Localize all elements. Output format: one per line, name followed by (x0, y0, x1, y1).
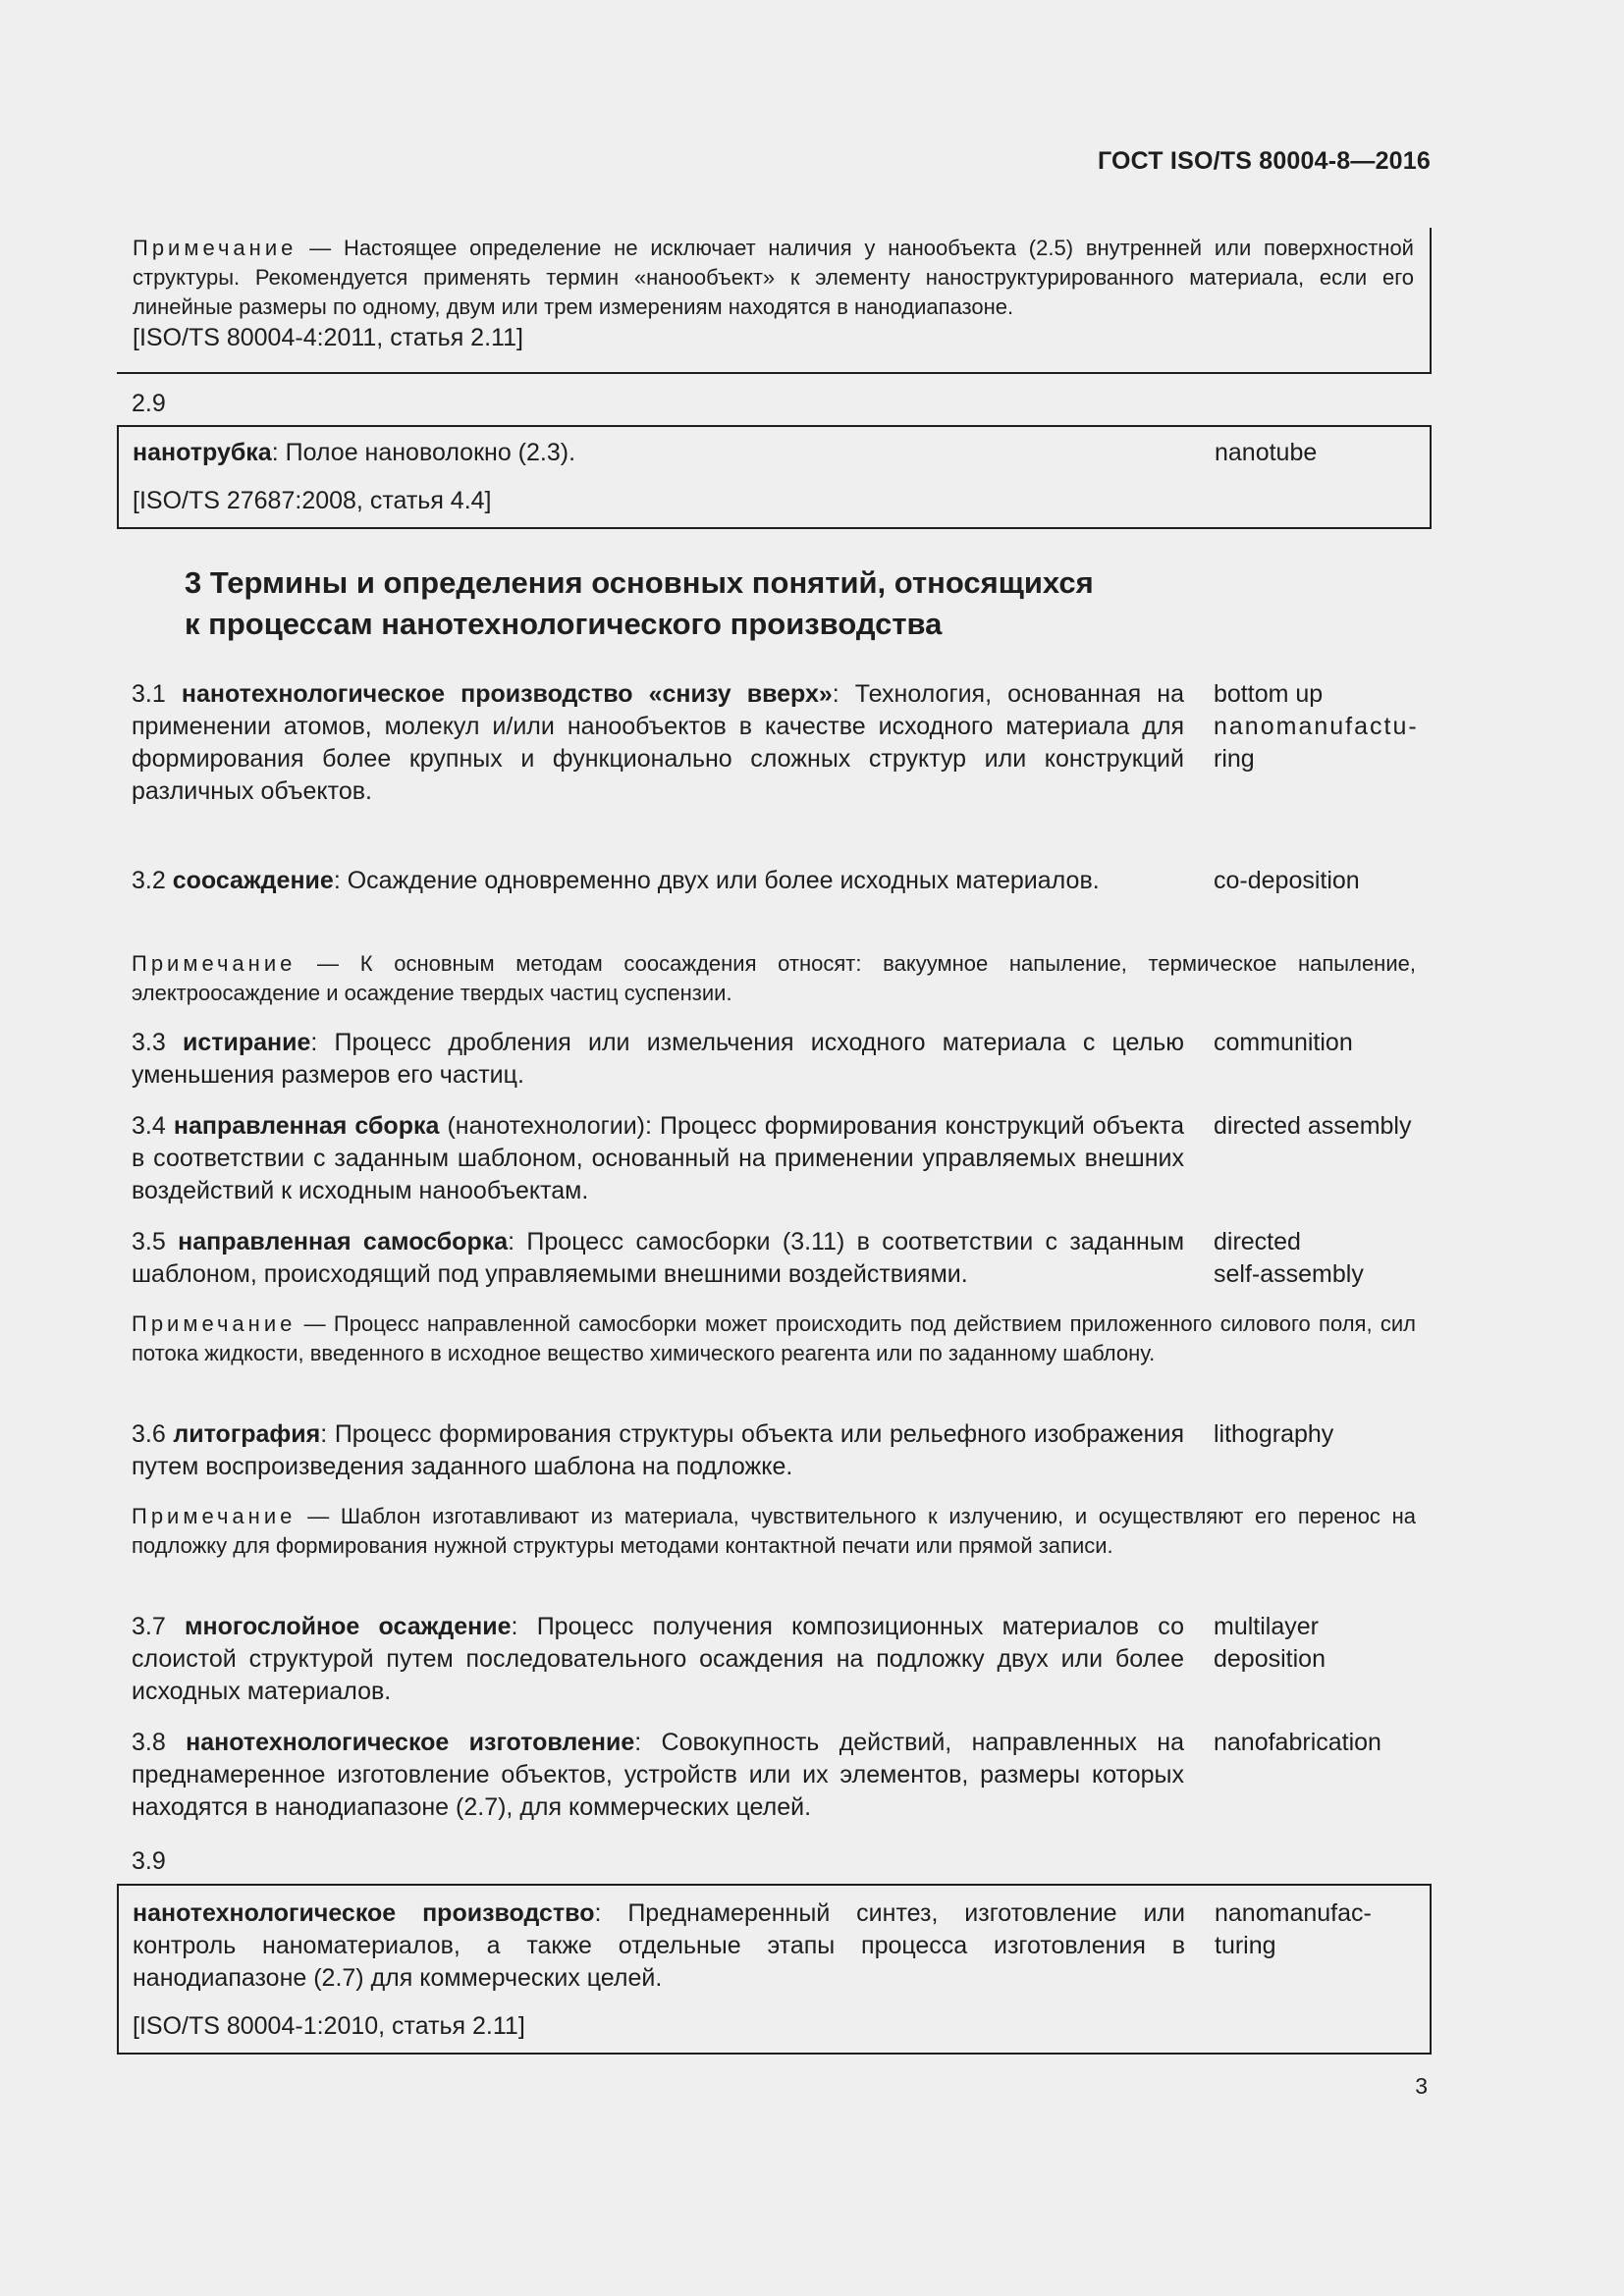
entry-english (1214, 1727, 1439, 1759)
entry-2-9-box (117, 425, 1432, 529)
entry-definition: : Технология, основанная на применении атомов, молекул и/или нанообъектов в качестве исходного материала для формирования более крупных и функционально сложных структур или конструкций различных объектов. (132, 680, 1184, 805)
entry-definition: : Осаждение одновременно двух или более исходных материалов. (333, 867, 1100, 894)
entry-2-9-line (133, 437, 1416, 469)
entry-definition: : Совокупность действий, направленных на преднамеренное изготовление объектов, устройств или их элементов, размеры которых находятся в нанодиапазоне (2.7), для коммерческих целей. (132, 1729, 1184, 1821)
note-3-6 (132, 1502, 1416, 1561)
entry-3-4 (132, 1110, 1430, 1207)
section-title-line-1: 3 Термины и определения основных понятий, относящихся (185, 565, 1094, 600)
note-label: Примечание (132, 951, 297, 976)
entry-english (1214, 678, 1439, 775)
document-header: ГОСТ ISO/TS 80004-8—2016 (1097, 147, 1431, 175)
entry-3-9-term: нанотехнологическое производство (133, 1899, 595, 1927)
note-dash: — (317, 951, 340, 976)
note-dash: — (303, 1311, 326, 1336)
entry-english (1214, 865, 1439, 897)
entry-number: 3.8 (132, 1729, 166, 1756)
english-line: communition (1214, 1029, 1353, 1056)
entry-term: истирание (182, 1029, 311, 1056)
english-line: directed (1214, 1228, 1301, 1255)
note-dash: — (307, 1504, 330, 1528)
entry-definition: : Процесс формирования структуры объекта или рельефного изображения путем воспроизведения заданного шаблона на подложке. (132, 1420, 1184, 1480)
entry-number: 3.7 (132, 1613, 166, 1640)
english-line: nanomanufac- (1215, 1899, 1372, 1927)
entry-number: 3.2 (132, 867, 166, 894)
entry-term: литография (173, 1420, 321, 1448)
entry-3-3 (132, 1027, 1430, 1092)
english-line: lithography (1214, 1420, 1334, 1448)
note-dash: — (309, 236, 332, 260)
entry-3-8 (132, 1727, 1430, 1824)
entry-3-1 (132, 678, 1430, 808)
entry-number-3-9: 3.9 (132, 1847, 166, 1875)
note-text: Процесс направленной самосборки может происходить под действием приложенного силового поля, сил потока жидкости, введенного в исходное вещество химического реагента или по заданному шаблону. (132, 1311, 1416, 1365)
english-line: turing (1215, 1932, 1276, 1959)
entry-english (1214, 1226, 1439, 1291)
english-line: nanomanufactu- (1214, 713, 1419, 740)
note-text: Шаблон изготавливают из материала, чувствительного к излучению, и осуществляют его перенос на подложку для формирования нужной структуры методами контактной печати или прямой записи. (132, 1504, 1416, 1558)
entry-definition: : Процесс самосборки (3.11) в соответствии с заданным шаблоном, происходящий под управляемыми внешними воздействиями. (132, 1228, 1185, 1288)
note-text: К основным методам соосаждения относят: вакуумное напыление, термическое напыление, электроосаждение и осаждение твердых частиц суспензии. (132, 951, 1416, 1005)
entry-definition: : Процесс дробления или измельчения исходного материала с целью уменьшения размеров его частиц. (132, 1029, 1184, 1089)
entry-2-9-source: [ISO/TS 27687:2008, статья 4.4] (133, 487, 492, 514)
entry-3-9-english (1215, 1897, 1372, 1962)
entry-term: нанотехнологическое изготовление (186, 1729, 635, 1756)
note-label: Примечание (132, 1311, 297, 1336)
entry-number: 3.3 (132, 1029, 166, 1056)
entry-3-9-source: [ISO/TS 80004-1:2010, статья 2.11] (133, 2012, 525, 2040)
note-label: Примечание (133, 236, 298, 260)
top-note (133, 234, 1414, 322)
entry-english (1214, 1418, 1439, 1451)
top-note-box (117, 228, 1432, 374)
entry-term: направленная самосборка (178, 1228, 509, 1255)
entry-number: 3.1 (132, 680, 166, 708)
entry-3-9-definition: : Преднамеренный синтез, изготовление или контроль наноматериалов, а также отдельные этапы процесса изготовления в нанодиапазоне (2.7) для коммерческих целей. (133, 1899, 1185, 1992)
entry-number: 3.5 (132, 1228, 166, 1255)
english-line: deposition (1214, 1645, 1326, 1673)
english-line: co-deposition (1214, 867, 1360, 894)
section-3-title (185, 562, 1094, 645)
entry-3-6 (132, 1418, 1430, 1483)
entry-number-2-9: 2.9 (132, 390, 166, 417)
top-note-source: [ISO/TS 80004-4:2011, статья 2.11] (133, 324, 523, 351)
entry-number: 3.6 (132, 1420, 166, 1448)
entry-term: направленная сборка (173, 1112, 440, 1140)
entry-english (1214, 1611, 1439, 1676)
english-line: directed assembly (1214, 1112, 1412, 1140)
entry-2-9-english: nanotube (1215, 439, 1318, 466)
entry-english (1214, 1027, 1439, 1059)
note-3-5 (132, 1309, 1416, 1368)
english-line: multilayer (1214, 1613, 1319, 1640)
entry-2-9-term: нанотрубка (133, 439, 272, 466)
entry-term: нанотехнологическое производство «снизу вверх» (181, 680, 833, 708)
entry-number: 3.4 (132, 1112, 166, 1140)
entry-term: многослойное осаждение (185, 1613, 512, 1640)
section-title-line-2: к процессам нанотехнологического производства (185, 607, 943, 641)
english-line: self-assembly (1214, 1260, 1364, 1288)
english-line: bottom up (1214, 680, 1324, 708)
entry-3-7 (132, 1611, 1430, 1708)
note-label: Примечание (132, 1504, 297, 1528)
english-line: nanofabrication (1214, 1729, 1381, 1756)
entry-3-5 (132, 1226, 1430, 1291)
entry-definition: (нанотехнологии): Процесс формирования конструкций объекта в соответствии с заданным шаблоном, основанный на применении управляемых внешних воздействий к исходным нанообъектам. (132, 1112, 1184, 1204)
entry-3-9-line (133, 1897, 1416, 1995)
entry-2-9-definition: : Полое нановолокно (2.3). (271, 439, 576, 466)
note-3-2 (132, 949, 1416, 1008)
english-line: ring (1214, 745, 1255, 773)
note-text: Настоящее определение не исключает наличия у нанообъекта (2.5) внутренней или поверхностной структуры. Рекомендуется применять термин «нанообъект» к элементу наноструктурированного материала, если его линейные размеры по одному, двум или трем измерениям находятся в нанодиапазоне. (133, 236, 1414, 319)
entry-definition: : Процесс получения композиционных материалов со слоистой структурой путем последовательного осаждения на подложку двух или более исходных материалов. (132, 1613, 1184, 1705)
entry-english (1214, 1110, 1439, 1143)
entry-3-9-box (117, 1884, 1432, 2055)
entry-term: соосаждение (172, 867, 334, 894)
page-number: 3 (1415, 2073, 1428, 2099)
entry-3-2 (132, 865, 1430, 897)
